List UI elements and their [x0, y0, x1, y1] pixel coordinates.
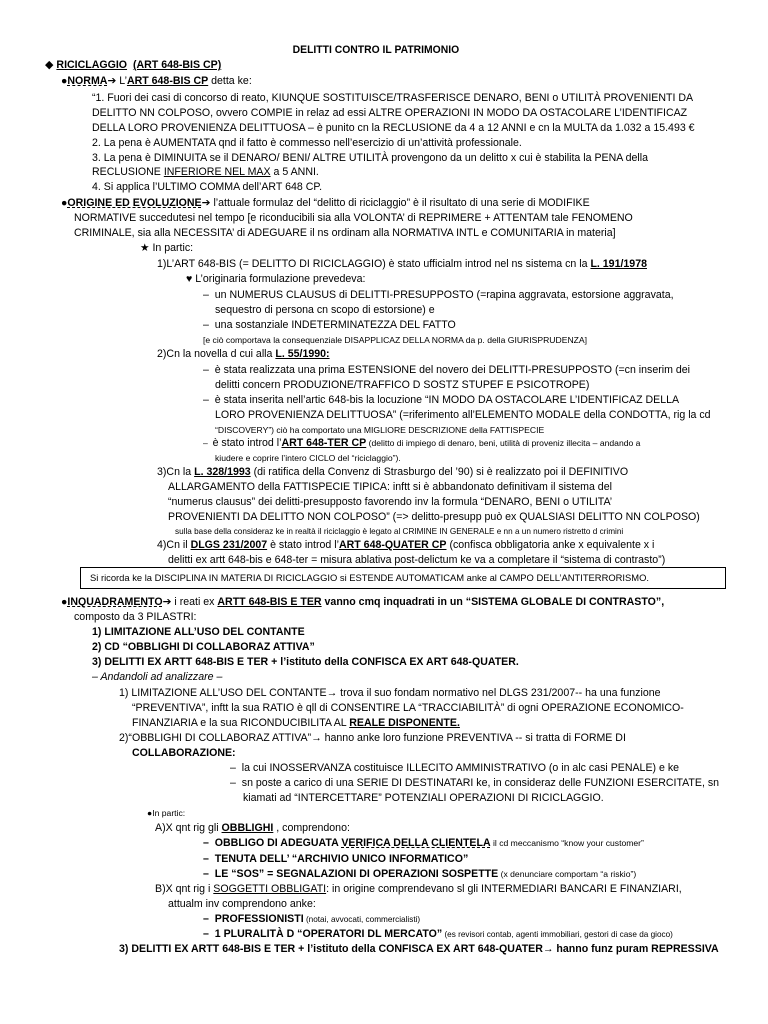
analysis-2-line1: 2)“OBBLIGHI DI COLLABORAZ ATTIVA”→ hanno anke loro funzione PREVENTIVA -- si tratta di FORME DI: [119, 732, 626, 744]
riciclaggio-ref: (ART 648-BIS CP): [132, 59, 222, 71]
andando-analizzare: – Andandoli ad analizzare –: [92, 671, 223, 683]
note-box-text: Si ricorda ke la DISCIPLINA IN MATERIA DI RICICLAGGIO si ESTENDE AUTOMATICAM anke al CAMPO DELL’ANTITERRORISMO.: [90, 572, 649, 583]
star-bullet-icon: ★: [140, 242, 150, 254]
norma-ref: ART 648-BIS CP: [126, 75, 209, 87]
item-B: B)X qnt rig i SOGGETTI OBBLIGATI: in origine comprendevano sl gli INTERMEDIARI BANCARI E FINANZIARI,: [155, 883, 682, 895]
norma-p3-line2: RECLUSIONE INFERIORE NEL MAX a 5 ANNI.: [92, 166, 319, 178]
norma-heading: [61, 74, 252, 89]
analysis-2-dash2b: kiamati ad “INTERCETTARE” POTENZIALI OPERAZIONI DI RICICLAGGIO.: [243, 792, 604, 804]
item-B-line2: attualm inv comprendono anke:: [168, 898, 316, 910]
norma-p1-line1: “1. Fuori dei casi di concorso di reato, KIUNQUE SOSTITUISCE/TRASFERISCE DENARO, BENI o UTILITÀ PROVENIENTI DA: [92, 92, 694, 104]
circle-bullet-icon: ●: [61, 75, 68, 87]
analysis-1-line2: “PREVENTIVA”, inftt la sua RATIO è qll di CONSENTIRE LA “TRACCIABILITÀ” di ogni OPERAZIONE ECONOMICO-: [132, 702, 684, 714]
analysis-2-dash2: – sn poste a carico di una SERIE DI DESTINATARI ke, in consideraz delle FUNZIONI ESERCITATE, sn: [230, 777, 720, 789]
arrow-right-icon: ➔: [107, 75, 117, 87]
in-partic-2: ●In partic:: [147, 808, 186, 818]
origine-item2-dash1: – è stata realizzata una prima ESTENSIONE del novero dei DELITTI-PRESUPPOSTO (=cn inserim dei: [203, 364, 691, 376]
section-riciclaggio: [45, 58, 221, 73]
item-A: A)X qnt rig gli OBBLIGHI , comprendono:: [155, 822, 350, 834]
pilastro-2: 2) CD “OBBLIGHI DI COLLABORAZ ATTIVA”: [92, 641, 315, 653]
origine-item2: 2)Cn la novella d cui alla L. 55/1990:: [157, 348, 330, 360]
norma-p2: 2. La pena è AUMENTATA qnd il fatto è commesso nell’esercizio di un’attività professionale.: [92, 137, 522, 149]
norma-intro: L’: [116, 75, 127, 87]
item-A-dash2: – TENUTA DELL’ “ARCHIVIO UNICO INFORMATICO”: [203, 853, 469, 865]
circle-bullet-icon: ●: [61, 596, 68, 608]
norma-p1-line2: DELITTO NN COLPOSO, ovvero COMPIE in relaz ad essi ALTRE OPERAZIONI IN MODO DA OSTACOLARE L’IDENTIFICAZ: [92, 107, 688, 119]
origine-item1-dash1b: sequestro di persona cn scopo di estorsione) e: [215, 304, 435, 316]
origine-item1: 1)L’ART 648-BIS (= DELITTO DI RICICLAGGIO) è stato ufficialm introd nel ns sistema cn la L. 191/1978: [157, 258, 647, 270]
origine-item3-line2: ALLARGAMENTO della FATTISPECIE TIPICA: inftt si è abbandonato definitivam il sistema del: [168, 481, 612, 493]
item-A-dash1: – OBBLIGO DI ADEGUATA VERIFICA DELLA CLIENTELA il cd meccanismo “know your customer”: [203, 837, 644, 849]
inquadramento-line2: composto da 3 PILASTRI:: [74, 611, 197, 623]
origine-item2-dash3c: kiudere e coprire l’intero CICLO del “riciclaggio”).: [215, 453, 401, 463]
arrow-right-icon: ➔: [162, 596, 172, 608]
analysis-1-line3: FINANZIARIA e la sua RICONDUCIBILITA AL REALE DISPONENTE.: [132, 717, 460, 729]
heart-bullet-icon: ♥: [186, 273, 193, 285]
origine-item3: 3)Cn la L. 328/1993 (di ratifica della Convenz di Strasburgo del ’90) si è realizzato poi il DEFINITIVO: [157, 466, 629, 478]
diamond-bullet-icon: ◆: [45, 59, 54, 71]
origine-item3-line4: PROVENIENTI DA DELITTO NON COLPOSO” (=> delitto-presupp può ex QUALSIASI DELITTO NN COLPOSO): [168, 511, 700, 523]
inquadramento-heading: ●INQUADRAMENTO➔ i reati ex ARTT 648-BIS E TER vanno cmq inquadrati in un “SISTEMA GLOBALE DI CONTRASTO”,: [61, 596, 665, 608]
origine-line3: CRIMINALE, sia alla NECESSITA’ di ADEGUARE il ns ordinam alla NORMATIVA INTL e COMUNITARIA in materia]: [74, 227, 616, 239]
analysis-3: 3) DELITTI EX ARTT 648-BIS E TER + l’istituto della CONFISCA EX ART 648-QUATER→ hanno funz puram REPRESSIVA: [119, 943, 719, 955]
origine-item4-line2: delitti ex artt 648-bis e 648-ter = misura ablativa post-delictum ke va a completare il “sistema di contrasto”): [168, 554, 666, 566]
circle-bullet-icon: ●: [61, 197, 68, 209]
item-B-dash1: – PROFESSIONISTI (notai, avvocati, commercialisti): [203, 913, 421, 925]
pilastro-3: 3) DELITTI EX ARTT 648-BIS E TER + l’istituto della CONFISCA EX ART 648-QUATER.: [92, 656, 519, 668]
norma-p3-line1: 3. La pena è DIMINUITA se il DENARO/ BENI/ ALTRE UTILITÀ provengono da un delitto x cui è stabilita la PENA della: [92, 152, 649, 164]
norma-label: NORMA: [67, 75, 108, 87]
origine-item2-dash2: – è stata inserita nell’artic 648-bis la locuzione “IN MODO DA OSTACOLARE L’IDENTIFICAZ DELLA: [203, 394, 680, 406]
origine-item1-dash1: – un NUMERUS CLAUSUS di DELITTI-PRESUPPOSTO (=rapina aggravata, estorsione aggravata,: [203, 289, 674, 301]
origine-line1: l’attuale formulaz del “delitto di riciclaggio” è il risultato di una serie di MODIFIKE: [210, 197, 590, 209]
origine-partic: ★ In partic:: [140, 242, 194, 254]
origine-heading: [61, 196, 590, 211]
circle-bullet-icon: ●: [147, 808, 153, 818]
item-B-dash2: – 1 PLURALITÀ D “OPERATORI DL MERCATO” (es revisori contab, agenti immobiliari, gestori di case da gioco): [203, 928, 673, 940]
origine-item1-sub: ♥ L’originaria formulazione prevedeva:: [186, 273, 366, 285]
origine-item2-dash2c: “DISCOVERY”) ciò ha comportato una MIGLIORE DESCRIZIONE della FATTISPECIE: [215, 425, 545, 435]
riciclaggio-label: RICICLAGGIO: [56, 59, 128, 71]
norma-p4: 4. Si applica l’ULTIMO COMMA dell’ART 648 CP.: [92, 181, 323, 193]
arrow-right-icon: ➔: [201, 197, 211, 209]
page-title: DELITTI CONTRO IL PATRIMONIO: [292, 44, 460, 56]
norma-p1-line3: DELLA LORO PROVENIENZA DELITTUOSA – è punito cn la RECLUSIONE da 4 a 12 ANNI e cn la MULTA da 1.032 a 15.493 €: [92, 122, 695, 134]
origine-item2-dash1b: delitti concern PRODUZIONE/TRAFFICO D SOSTZ STUPEF E PSICOTROPE): [215, 379, 590, 391]
analysis-2-line2: COLLABORAZIONE:: [132, 747, 236, 759]
analysis-2-dash1: – la cui INOSSERVANZA costituisce ILLECITO AMMINISTRATIVO (o in alc casi PENALE) e ke: [230, 762, 680, 774]
pilastro-1: 1) LIMITAZIONE ALL’USO DEL CONTANTE: [92, 626, 305, 638]
origine-item3-line3: “numerus clausus” dei delitti-presupposto favorendo inv la formula “DENARO, BENI o UTILITA’: [168, 496, 613, 508]
origine-item2-dash2b: LORO PROVENIENZA DELITTUOSA” (=riferimento all’ELEMENTO MODALE della CONDOTTA, rig la cd: [215, 409, 711, 421]
origine-item3-line5: sulla base della consideraz ke in realtà il riciclaggio è legato al CRIMINE IN GENERALE e nn a un numero ristretto d crimini: [175, 527, 624, 536]
origine-label: ORIGINE ED EVOLUZIONE: [67, 197, 202, 209]
item-A-dash3: – LE “SOS” = SEGNALAZIONI DI OPERAZIONI SOSPETTE (x denunciare comportam “a riskio”): [203, 868, 637, 880]
origine-item1-note: [e ciò comportava la consequenziale DISAPPLICAZ DELLA NORMA da p. della GIURISPRUDENZA]: [203, 335, 588, 345]
analysis-1-line1: 1) LIMITAZIONE ALL’USO DEL CONTANTE→ trova il suo fondam normativo nel DLGS 231/2007-- ha una funzione: [119, 687, 661, 699]
origine-item4: 4)Cn il DLGS 231/2007 è stato introd l’ART 648-QUATER CP (confisca obbligatoria anke x equivalente x i: [157, 539, 655, 551]
origine-line2: NORMATIVE succedutesi nel tempo [e riconducibili sia alla VOLONTA’ di REPRIMERE + ATTENTAM tale FENOMENO: [74, 212, 633, 224]
origine-item2-dash3: – è stato introd l’ART 648-TER CP (delitto di impiego di denaro, beni, utilità di proveniz illecita – andando a: [203, 437, 641, 449]
origine-item1-dash2: – una sostanziale INDETERMINATEZZA DEL FATTO: [203, 319, 456, 331]
norma-intro-end: detta ke:: [208, 75, 252, 87]
